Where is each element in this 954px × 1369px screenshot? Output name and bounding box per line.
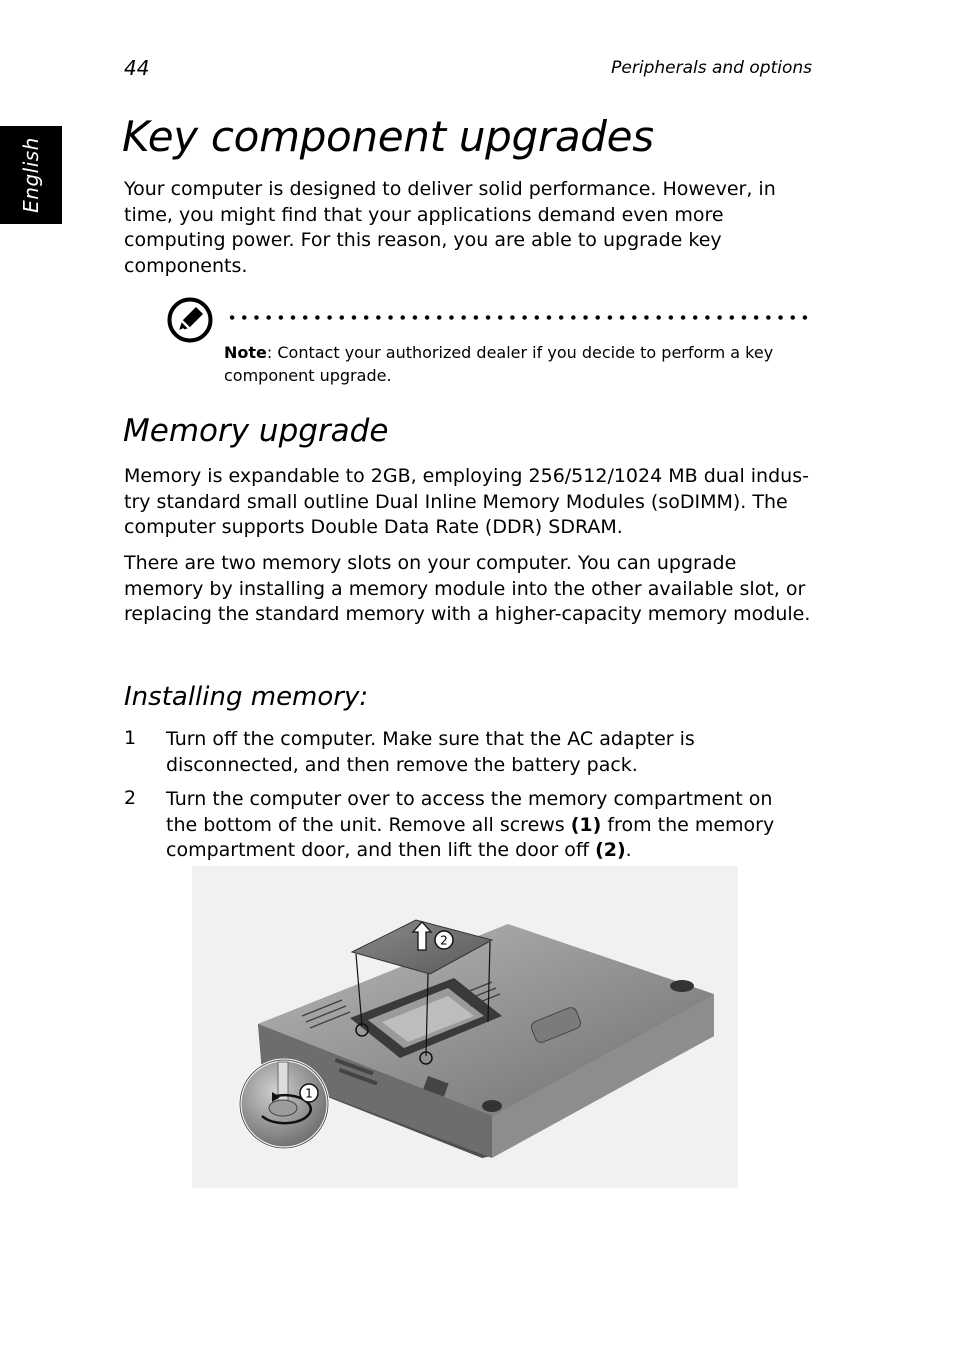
step-2-number: 2 [124, 787, 137, 809]
note-label: Note [224, 343, 267, 362]
step-2-screw-ref: (1) [570, 813, 602, 836]
language-side-tab [0, 126, 62, 224]
note-text [224, 341, 804, 387]
running-head: Peripherals and options [611, 58, 812, 78]
callout-2-label: 2 [440, 933, 448, 948]
step-1-text: Turn off the computer. Make sure that the AC adapter is disconnected, and then remove the battery pack. [166, 728, 695, 776]
step-2-text-part: . [625, 839, 632, 861]
memory-paragraph-2: There are two memory slots on your computer. You can upgrade memory by installing a memory module into the other available slot, or replacing the standard memory with a higher-capacity memory module. [124, 552, 811, 625]
note-body: : Contact your authorized dealer if you decide to perform a key component upgrade. [224, 343, 774, 385]
intro-paragraph: Your computer is designed to deliver solid performance. However, in time, you might find that your applications demand even more computing power. For this reason, you are able to upgrade key components. [124, 178, 776, 277]
step-2-door-ref: (2) [595, 839, 626, 861]
subheading-installing-memory: Installing memory: [124, 682, 369, 712]
section-heading-memory-upgrade: Memory upgrade [123, 413, 389, 449]
step-2-text-part: Turn the computer over to access the memory compartment on the bottom of the unit. Remove all screws [166, 788, 773, 836]
callout-1-label: 1 [305, 1086, 313, 1101]
step-2-text-part: from the memory compartment door, and then lift the door off [166, 813, 775, 861]
language-tab-label: English [19, 137, 43, 213]
note-divider [226, 315, 810, 320]
page-title: Key component upgrades [122, 112, 654, 161]
step-1-number: 1 [124, 727, 137, 749]
step-2-text [166, 787, 806, 864]
note-pen-icon [167, 297, 213, 343]
laptop-memory-compartment-illustration [192, 866, 738, 1188]
page-number: 44 [124, 56, 150, 80]
memory-paragraph-1: Memory is expandable to 2GB, employing 256/512/1024 MB dual indus-try standard small outline Dual Inline Memory Modules (soDIMM). The computer supports Double Data Rate (DDR) SDRAM. [124, 465, 809, 538]
